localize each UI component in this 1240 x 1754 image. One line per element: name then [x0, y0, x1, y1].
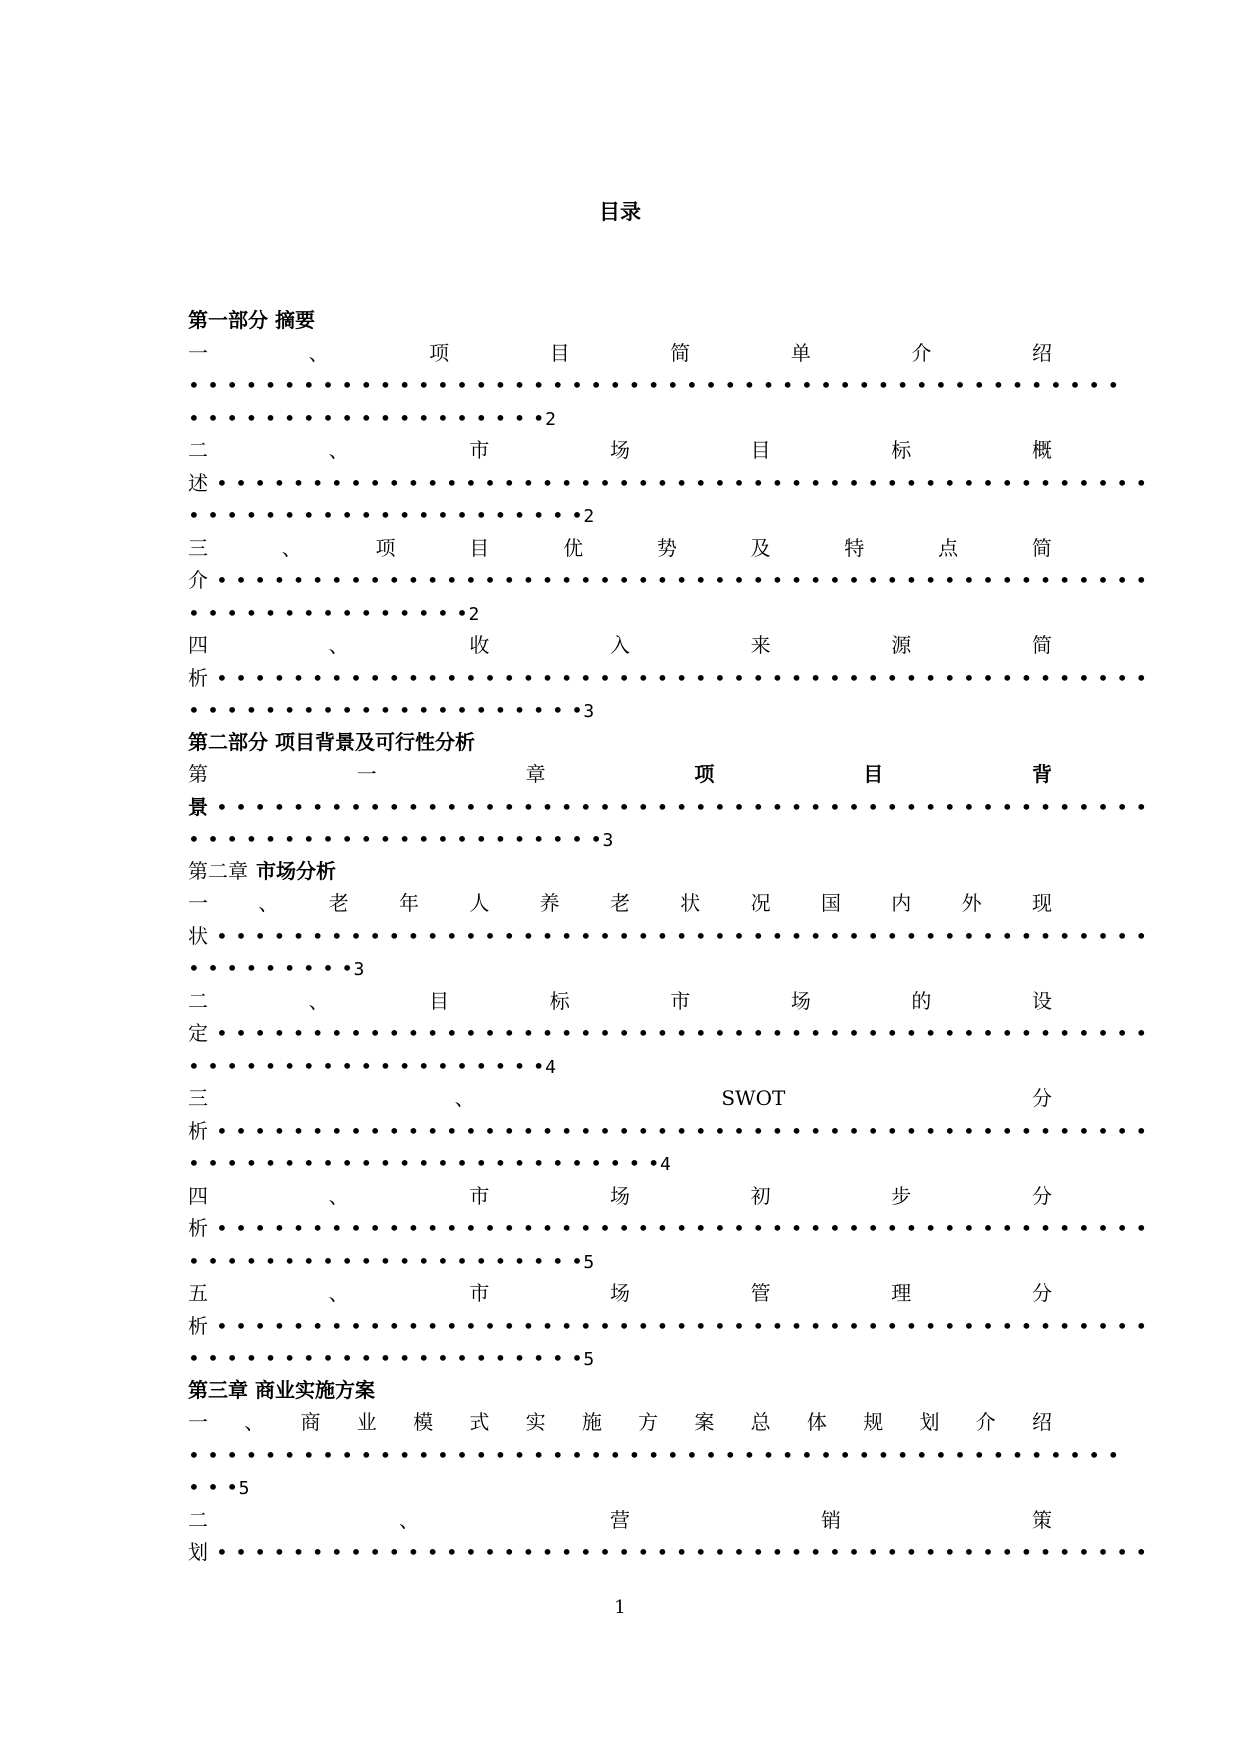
toc-entry-spread	[188, 1406, 1052, 1439]
toc-leader-dots	[188, 1050, 1052, 1083]
leader-dot-run: • • • • • • • • • • • • • • • • • • • • •	[188, 1248, 584, 1273]
entry-char: 总	[750, 1410, 771, 1434]
leader-dot-run: • • • • • • • • • • • • • • • • • • • • • • • • • • • • • • • • • • • • • • • • • • • • • • • • •	[188, 1442, 1120, 1467]
entry-char: 目	[863, 762, 884, 786]
entry-char: 状	[188, 923, 208, 948]
toc-entry-spread	[188, 629, 1052, 662]
entry-char: 一	[188, 891, 208, 915]
leader-dot-run: • • • • • • • • • • • • • • • • • • • • •	[188, 503, 584, 527]
entry-char: 步	[891, 1183, 912, 1208]
leader-dot-run: • • • • • • • • • • • • • • • • • • • • • • • • • • • • • • • • • • • • • • • • • • • • • • • • •	[216, 1313, 1148, 1338]
entry-char: 分	[1031, 1086, 1052, 1110]
entry-char: 二	[188, 438, 208, 462]
toc-entry-spread	[188, 1082, 1052, 1115]
toc-entry-spread	[188, 532, 1052, 565]
toc-entry-spread	[188, 985, 1052, 1018]
entry-char: 源	[891, 633, 912, 657]
entry-char: 析	[188, 1118, 208, 1143]
leader-dot-run: • • • • • • • • • • • • • • • • • • • • •	[188, 698, 584, 722]
entry-char: 策	[1032, 1507, 1052, 1532]
entry-char: 国	[820, 891, 841, 915]
leader-dot-run: • • • • • • • • • • • • • • • • • • • • • • • • • • • • • • • • • • • • • • • • • • • • • • • • •	[216, 1118, 1148, 1143]
entry-char: 、	[328, 633, 349, 657]
entry-char: 目	[469, 535, 490, 560]
entry-char: 设	[1031, 988, 1052, 1013]
page-ref: 3	[353, 959, 365, 980]
entry-char: 、	[328, 1183, 349, 1208]
entry-char: 绍	[1031, 340, 1052, 365]
leader-dot-run: • • •	[188, 1475, 239, 1499]
entry-char: 概	[1031, 438, 1052, 462]
page-ref: 2	[583, 506, 595, 527]
entry-char: 第	[188, 762, 208, 786]
leader-dot-run: • • • • • • • • • • • • • • • • • • • • • • • • • • • • • • • • • • • • • • • • • • • • • • • • •	[216, 1540, 1148, 1564]
toc-entry-spread	[188, 1180, 1052, 1213]
entry-char: 老	[328, 891, 349, 915]
leader-dot-run: • • • • • • • • • • • • • • • • • • • • • • • • • • • • • • • • • • • • • • • • • • • • • • • • •	[216, 794, 1148, 819]
entry-char: 简	[1031, 633, 1052, 657]
entry-char: 施	[581, 1410, 602, 1434]
page-ref: 5	[583, 1251, 595, 1273]
toc-leader-dots	[188, 1245, 1052, 1278]
table-of-contents	[188, 305, 1148, 1569]
leader-dot-run: • • • • • • • • • • • • • • • • • • •	[188, 405, 546, 430]
leader-dot-run: • • • • • • • • • • • • • • • • • • • • • •	[188, 827, 603, 851]
page-ref: 4	[545, 1056, 556, 1078]
toc-entry-spread	[188, 887, 1052, 920]
entry-char: 及	[750, 535, 771, 560]
entry-char: 四	[188, 633, 208, 657]
entry-char: 外	[961, 891, 982, 915]
entry-char: 项	[375, 535, 396, 560]
toc-entry-leader	[188, 1115, 1148, 1148]
entry-char: 、	[258, 891, 279, 915]
entry-char: 一	[356, 762, 377, 786]
entry-char: 析	[188, 1313, 208, 1338]
page-ref: 2	[545, 408, 556, 430]
toc-entry-leader	[188, 1310, 1148, 1343]
part-heading: 第二部分 项目背景及可行性分析	[188, 729, 475, 754]
entry-char: 一	[188, 1410, 208, 1434]
entry-char: 介	[911, 340, 932, 365]
entry-char: 标	[549, 988, 570, 1013]
entry-char: 现	[1031, 891, 1052, 915]
entry-char: 三	[188, 1086, 208, 1110]
entry-char: 分	[1031, 1281, 1052, 1305]
entry-char: 景	[188, 794, 208, 819]
toc-entry-leader	[188, 791, 1148, 824]
leader-dot-run: • • • • • • • • • • • • • • • • • • • • • • • • • • • • • • • • • • • • • • • • • • • • • • • • •	[216, 470, 1148, 495]
page-ref: 2	[468, 603, 480, 625]
leader-dot-run: • • • • • • • • • • • • • • •	[188, 600, 469, 625]
toc-leader-dots	[188, 369, 1120, 402]
entry-char: 状	[680, 891, 701, 915]
leader-dot-run: • • • • • • • • • • • • • • • • • • • • • • • • • • • • • • • • • • • • • • • • • • • • • • • • •	[216, 1021, 1148, 1045]
entry-char: 简	[1031, 535, 1052, 560]
entry-char: 业	[356, 1410, 377, 1434]
leader-dot-run: • • • • • • • • • • • • • • • • • • • • • • • • • • • • • • • • • • • • • • • • • • • • • • • • •	[216, 665, 1148, 690]
entry-char: 项	[429, 340, 450, 365]
entry-char: 五	[188, 1281, 208, 1305]
entry-char: 标	[891, 438, 912, 462]
entry-char: 一	[188, 340, 208, 365]
entry-char: 初	[750, 1183, 771, 1208]
entry-char: 模	[413, 1410, 434, 1434]
entry-char: 、	[281, 535, 302, 560]
entry-char: 销	[821, 1507, 841, 1532]
entry-char: 、	[399, 1507, 419, 1532]
chapter-heading: 第三章 商业实施方案	[188, 1377, 375, 1402]
entry-char: 简	[670, 340, 691, 365]
entry-char: 收	[469, 633, 490, 657]
entry-char: 背	[1031, 762, 1052, 786]
entry-char: 、	[328, 438, 349, 462]
entry-char: 理	[891, 1281, 912, 1305]
entry-char: 、	[454, 1086, 475, 1110]
entry-char: 目	[549, 340, 570, 365]
toc-entry-spread	[188, 337, 1052, 370]
entry-char: 营	[610, 1507, 630, 1532]
entry-char: SWOT	[721, 1086, 786, 1110]
entry-char: 场	[609, 1183, 630, 1208]
entry-char: 案	[694, 1410, 715, 1434]
entry-char: 管	[750, 1281, 771, 1305]
toc-leader-dots	[188, 952, 1052, 985]
entry-char: 场	[609, 438, 630, 462]
leader-dot-run: • • • • • • • • • • • • • • • • • • • • • • • • •	[188, 1151, 660, 1175]
page-number: 1	[614, 1597, 626, 1618]
entry-char: 定	[188, 1021, 208, 1045]
entry-char: 场	[609, 1281, 630, 1305]
entry-char: 、	[328, 1281, 349, 1305]
toc-leader-dots	[188, 1342, 1052, 1375]
entry-char: 单	[790, 340, 811, 365]
toc-leader-dots	[188, 1439, 1120, 1472]
toc-entry-leader	[188, 920, 1148, 953]
toc-entry-leader	[188, 1017, 1148, 1050]
toc-entry-spread	[188, 758, 1052, 791]
entry-char: 三	[188, 535, 208, 560]
entry-char: 市	[469, 1281, 490, 1305]
entry-char: 规	[863, 1410, 884, 1434]
entry-char: 年	[398, 891, 419, 915]
entry-char: 况	[750, 891, 771, 915]
entry-char: 述	[188, 470, 208, 495]
toc-entry-leader	[188, 1212, 1148, 1245]
entry-char: 析	[188, 665, 208, 690]
toc-leader-dots	[188, 694, 1052, 727]
entry-char: 实	[525, 1410, 546, 1434]
entry-char: 绍	[1031, 1410, 1052, 1434]
toc-entry-leader	[188, 1536, 1148, 1569]
entry-char: 目	[750, 438, 771, 462]
entry-char: 养	[539, 891, 560, 915]
toc-entry-spread	[188, 1504, 1052, 1537]
entry-char: 特	[844, 535, 865, 560]
entry-char: 内	[891, 891, 912, 915]
entry-char: 分	[1031, 1183, 1052, 1208]
toc-entry-spread	[188, 434, 1052, 467]
page-title: 目录	[599, 200, 641, 224]
entry-char: 场	[790, 988, 811, 1013]
entry-char: 势	[656, 535, 677, 560]
leader-dot-run: • • • • • • • • •	[188, 956, 354, 980]
toc-leader-dots	[188, 597, 1052, 630]
leader-dot-run: • • • • • • • • • • • • • • • • • • • • •	[188, 1346, 584, 1370]
entry-char: 方	[638, 1410, 659, 1434]
leader-dot-run: • • • • • • • • • • • • • • • • • • • • • • • • • • • • • • • • • • • • • • • • • • • • • • • • •	[216, 1216, 1148, 1240]
entry-char: 优	[563, 535, 584, 560]
entry-char: 四	[188, 1183, 208, 1208]
entry-char: 介	[188, 568, 208, 592]
page-ref: 3	[602, 830, 614, 851]
chapter-title: 市场分析	[256, 858, 336, 883]
entry-char: 划	[188, 1540, 208, 1564]
toc-leader-dots	[188, 402, 1052, 435]
chapter-prefix: 第二章	[188, 858, 248, 883]
leader-dot-run: • • • • • • • • • • • • • • • • • • • • • • • • • • • • • • • • • • • • • • • • • • • • • • • • •	[216, 568, 1148, 592]
leader-dot-run: • • • • • • • • • • • • • • • • • • • • • • • • • • • • • • • • • • • • • • • • • • • • • • • • •	[188, 373, 1120, 397]
toc-leader-dots	[188, 823, 1052, 856]
toc-leader-dots	[188, 499, 1052, 532]
entry-char: 点	[938, 535, 959, 560]
toc-entry-leader	[188, 467, 1148, 500]
entry-char: 来	[750, 633, 771, 657]
toc-entry-spread	[188, 1277, 1052, 1310]
entry-char: 体	[806, 1410, 827, 1434]
toc-entry-leader	[188, 564, 1148, 597]
part-heading: 第一部分 摘要	[188, 308, 315, 332]
entry-char: 入	[609, 633, 630, 657]
toc-entry-leader	[188, 662, 1148, 695]
entry-char: 、	[244, 1410, 265, 1434]
entry-char: 的	[911, 988, 932, 1013]
entry-char: 介	[975, 1410, 996, 1434]
entry-char: 目	[429, 988, 450, 1013]
entry-char: 划	[919, 1410, 940, 1434]
entry-char: 市	[670, 988, 691, 1013]
entry-char: 老	[609, 891, 630, 915]
entry-char: 二	[188, 988, 208, 1013]
entry-char: 项	[694, 762, 715, 786]
toc-leader-dots	[188, 1471, 1052, 1504]
entry-char: 市	[469, 438, 490, 462]
entry-char: 商	[300, 1410, 321, 1434]
chapter-heading	[188, 856, 1052, 888]
page-ref: 4	[660, 1154, 671, 1175]
leader-dot-run: • • • • • • • • • • • • • • • • • • •	[188, 1053, 546, 1078]
page-ref: 3	[583, 701, 595, 722]
entry-char: 、	[308, 988, 329, 1013]
entry-char: 人	[469, 891, 490, 915]
leader-dot-run: • • • • • • • • • • • • • • • • • • • • • • • • • • • • • • • • • • • • • • • • • • • • • • • • •	[216, 923, 1148, 948]
entry-char: 析	[188, 1216, 208, 1240]
page-ref: 5	[238, 1478, 250, 1499]
entry-char: 式	[469, 1410, 490, 1434]
toc-leader-dots	[188, 1147, 1052, 1180]
entry-char: 二	[188, 1507, 208, 1532]
entry-char: 、	[308, 340, 329, 365]
entry-char: 市	[469, 1183, 490, 1208]
entry-char: 章	[525, 762, 546, 786]
page-ref: 5	[583, 1349, 595, 1370]
